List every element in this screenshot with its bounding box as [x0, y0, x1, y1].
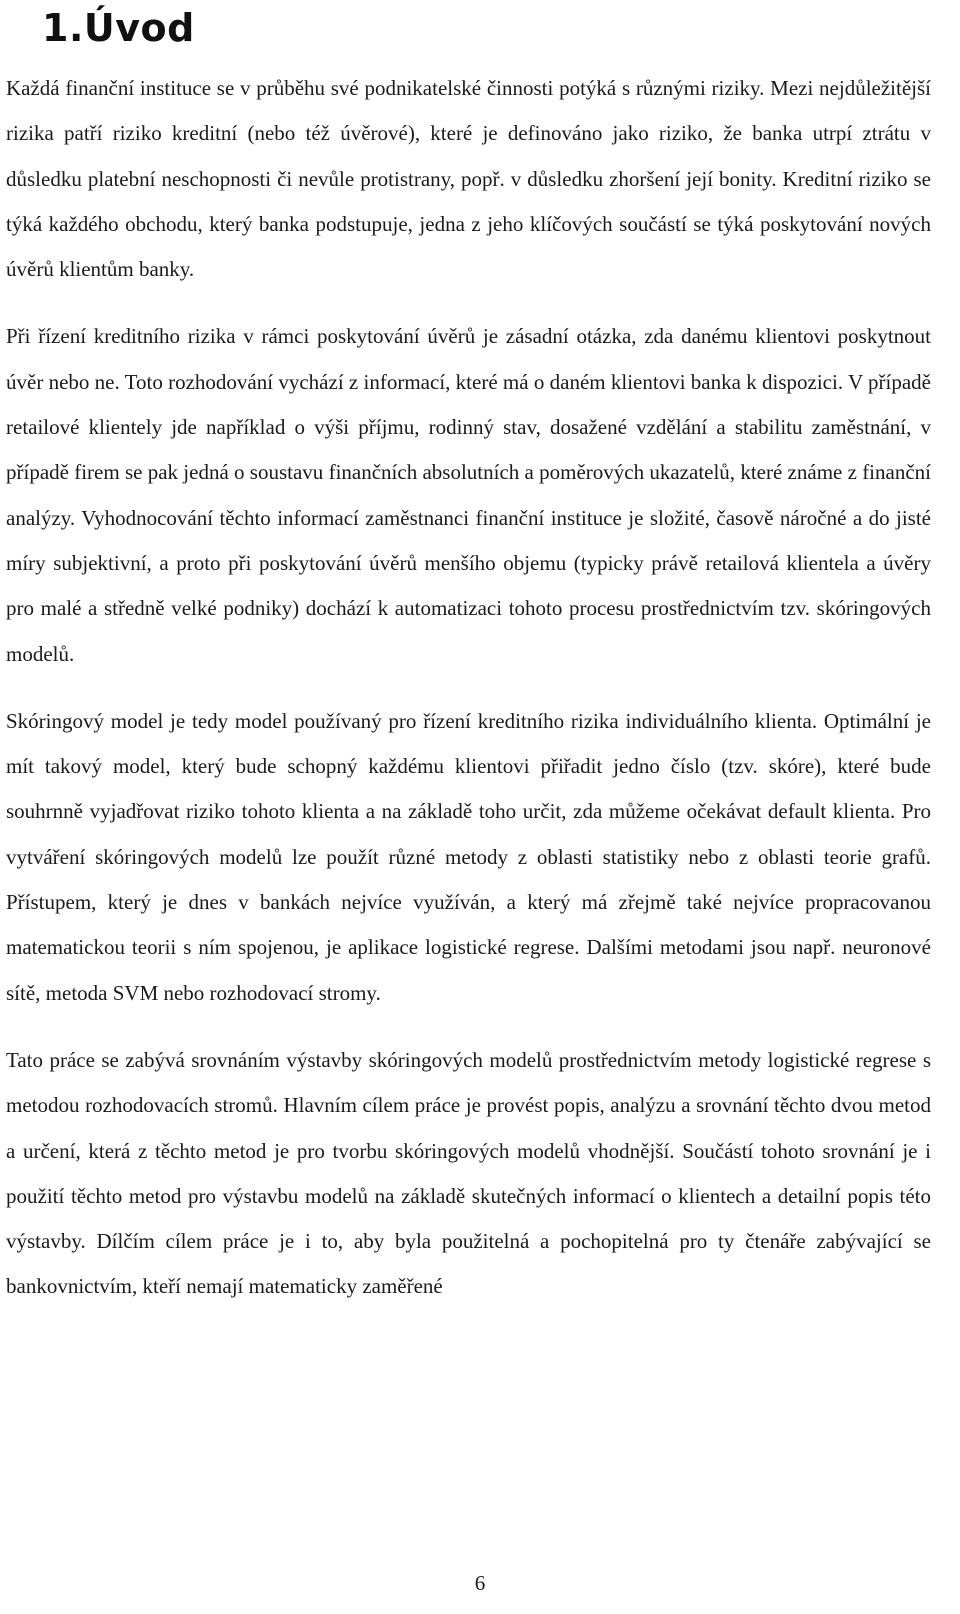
paragraph-credit-decision: Při řízení kreditního rizika v rámci poskytování úvěrů je zásadní otázka, zda danému klientovi poskytnout úvěr nebo ne. Toto rozhodování vychází z informací, které má o daném klientovi banka k dispozici. V případě retailové klientely jde například o výši příjmu, rodinný stav, dosažené vzdělání a stabilitu zaměstnání, v případě firem se pak jedná o soustavu finančních absolutních a poměrových ukazatelů, které známe z finanční analýzy. Vyhodnocování těchto informací zaměstnanci finanční instituce je složité, časově náročné a do jisté míry subjektivní, a proto při poskytování úvěrů menšího objemu (typicky právě retailová klientela a úvěry pro malé a středně velké podniky) dochází k automatizaci tohoto procesu prostřednictvím tzv. skóringových modelů. — [6, 324, 931, 666]
paragraph-scoring-model: Skóringový model je tedy model používaný pro řízení kreditního rizika individuálního klienta. Optimální je mít takový model, který bude schopný každému klientovi přiřadit jedno číslo (tzv. skóre), které bude souhrnně vyjadřovat riziko tohoto klienta a na základě toho určit, zda můžeme očekávat default klienta. Pro vytváření skóringových modelů lze použít různé metody z oblasti statistiky nebo z oblasti teorie grafů. Přístupem, který je dnes v bankách nejvíce využíván, a který má zřejmě také nejvíce propracovanou matematickou teorii s ním spojenou, je aplikace logistické regrese. Dalšími metodami jsou např. neuronové sítě, metoda SVM nebo rozhodovací stromy. — [6, 708, 931, 1005]
page-number: 6 — [474, 1571, 486, 1595]
paragraph-credit-risk: Každá finanční instituce se v průběhu své podnikatelské činnosti potýká s různými riziky. Mezi nejdůležitější rizika patří riziko kreditní (nebo též úvěrové), které je definováno jako riziko, že banka utrpí ztrátu v důsledku platební neschopnosti či nevůle protistrany, popř. v důsledku zhoršení její bonity. Kreditní riziko se týká každého obchodu, který banka podstupuje, jedna z jeho klíčových součástí se týká poskytování nových úvěrů klientům banky. — [6, 76, 931, 282]
paragraph-thesis-goal: Tato práce se zabývá srovnáním výstavby skóringových modelů prostřednictvím metody logistické regrese s metodou rozhodovacích stromů. Hlavním cílem práce je provést popis, analýzu a srovnání těchto dvou metod a určení, která z těchto metod je pro tvorbu skóringových modelů vhodnější. Součástí tohoto srovnání je i použití těchto metod pro výstavbu modelů na základě skutečných informací o klientech a detailní popis této výstavby. Dílčím cílem práce je i to, aby byla použitelná a pochopitelná pro ty čtenáře zabývající se bankovnictvím, kteří nemají matematicky zaměřené — [6, 1047, 931, 1299]
body-text — [6, 66, 931, 1310]
section-heading: 1.Úvod — [42, 6, 195, 50]
